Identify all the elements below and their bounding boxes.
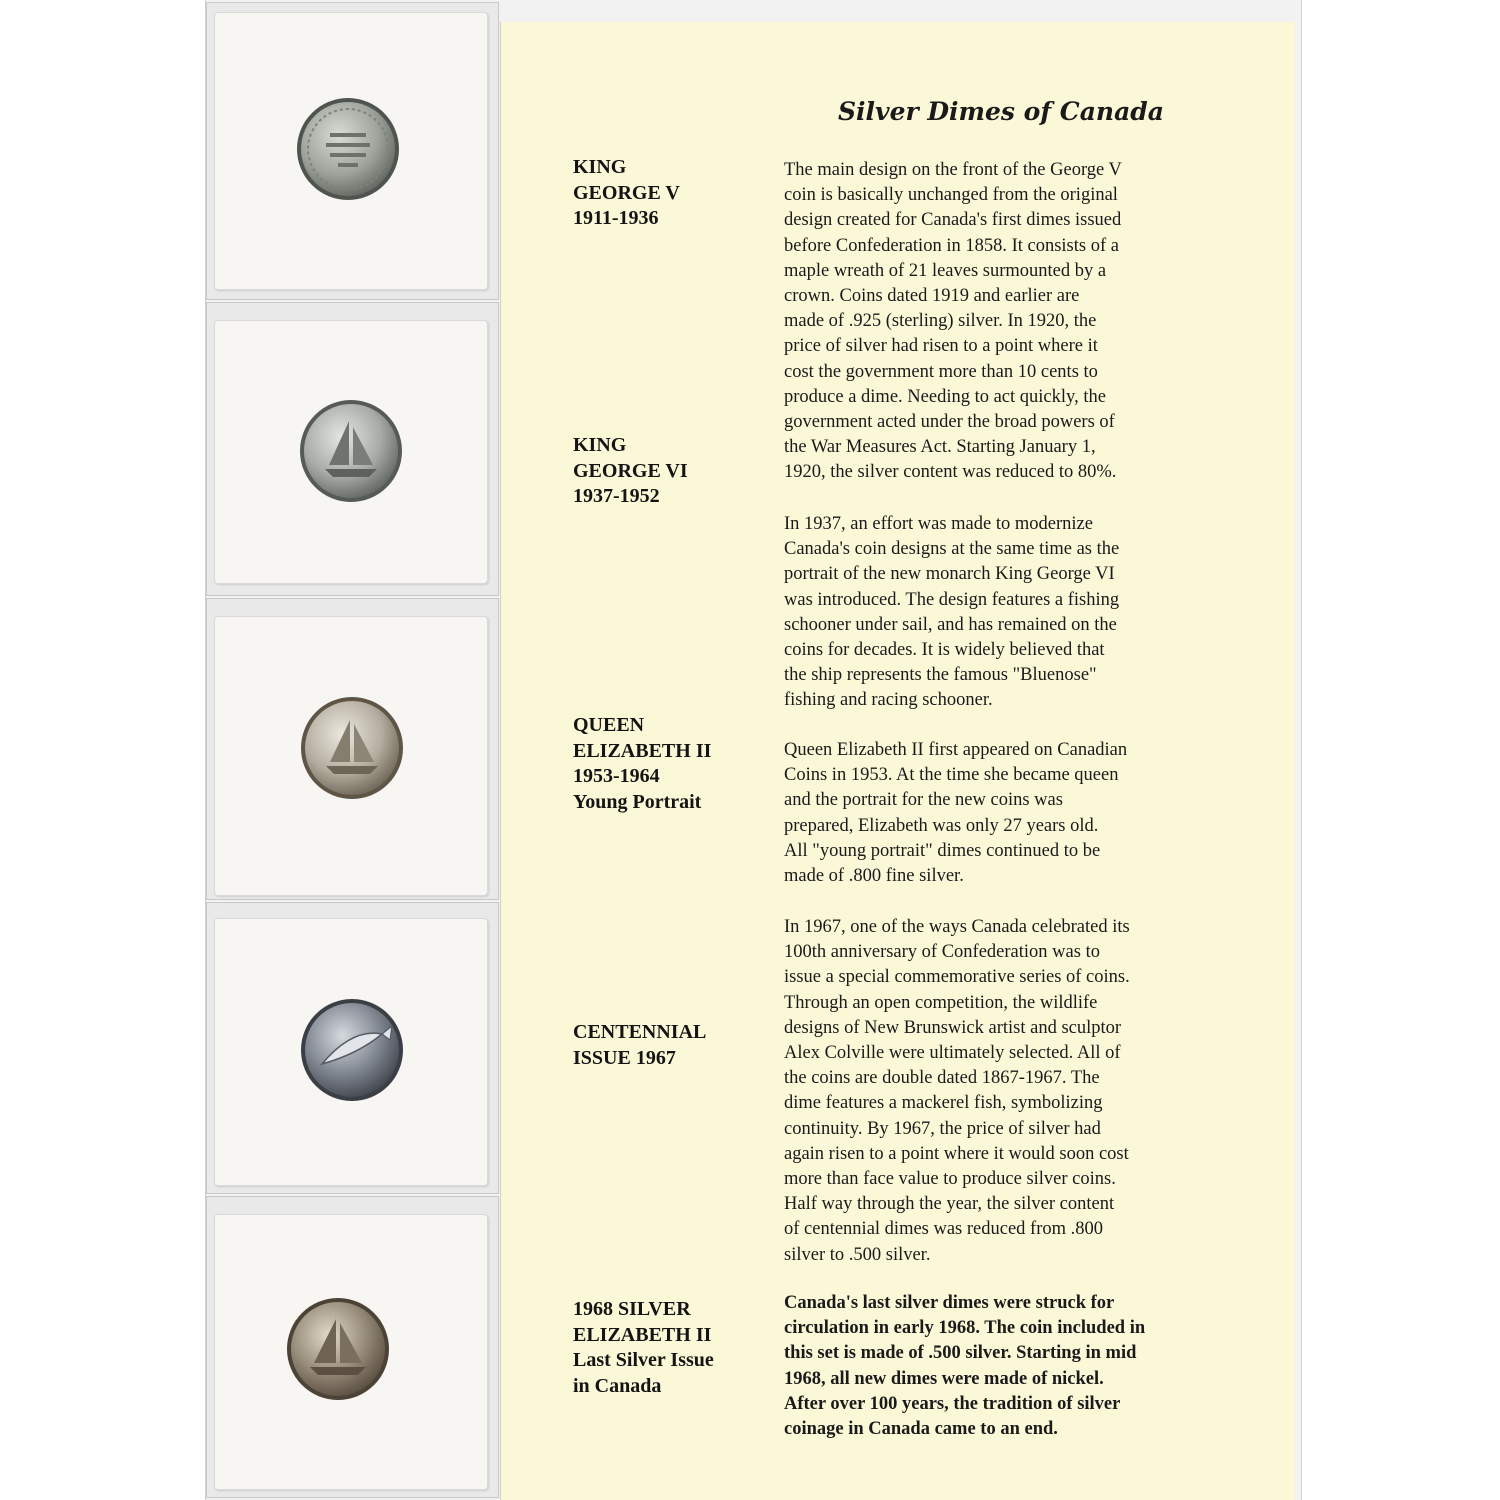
text-line: 1920, the silver content was reduced to 80%. [784, 462, 1117, 483]
text-line: this set is made of .500 silver. Starting in mid [784, 1343, 1137, 1364]
heading-line: ISSUE 1967 [573, 1046, 676, 1069]
page-title: Silver Dimes of Canada [838, 97, 1164, 126]
heading-line: GEORGE V [573, 181, 680, 204]
heading-line: in Canada [573, 1374, 662, 1397]
crowned-wreath-reverse-icon [296, 97, 400, 201]
section-heading-elizabeth-ii-young [573, 713, 763, 815]
heading-line: 1911-1936 [573, 207, 659, 229]
text-line: before Confederation in 1858. It consists of a [784, 235, 1119, 256]
text-line: In 1937, an effort was made to modernize [784, 514, 1093, 534]
text-line: The main design on the front of the George V [784, 160, 1122, 180]
text-line: cost the government more than 10 cents to [784, 361, 1098, 382]
text-line: the coins are double dated 1867-1967. The [784, 1068, 1100, 1089]
text-line: portrait of the new monarch King George VI [784, 564, 1115, 585]
section-text-elizabeth-ii-young [784, 738, 1224, 889]
text-line: design created for Canada's first dimes issued [784, 210, 1122, 231]
text-line: price of silver had risen to a point where it [784, 336, 1098, 357]
schooner-reverse-icon [286, 1297, 390, 1401]
text-line: Alex Colville were ultimately selected. All of [784, 1043, 1121, 1064]
section-text-george-vi [784, 512, 1224, 714]
text-line: circulation in early 1968. The coin included in [784, 1318, 1146, 1339]
section-heading-centennial [573, 1020, 763, 1071]
coin-1968-silver [286, 1297, 390, 1401]
heading-line: 1968 SILVER [573, 1298, 691, 1320]
text-line: Half way through the year, the silver content [784, 1194, 1115, 1215]
text-line: fishing and racing schooner. [784, 690, 993, 711]
heading-line: 1953-1964 [573, 765, 660, 787]
text-line: silver to .500 silver. [784, 1244, 931, 1265]
text-line: Canada's coin designs at the same time as the [784, 539, 1120, 560]
heading-line: QUEEN [573, 714, 645, 736]
section-heading-george-v [573, 155, 763, 232]
text-line: Queen Elizabeth II first appeared on Canadian [784, 740, 1128, 760]
text-line: Coins in 1953. At the time she became queen [784, 765, 1119, 786]
text-line: of centennial dimes was reduced from .800 [784, 1219, 1104, 1240]
text-line: designs of New Brunswick artist and sculptor [784, 1017, 1122, 1038]
heading-line: 1937-1952 [573, 485, 660, 507]
coin-george-vi [299, 399, 403, 503]
text-line: coins for decades. It is widely believed that [784, 640, 1105, 661]
schooner-reverse-icon [300, 696, 404, 800]
schooner-reverse-icon [299, 399, 403, 503]
heading-line: Last Silver Issue [573, 1349, 714, 1371]
coin-elizabeth-ii-young [300, 696, 404, 800]
text-line: Canada's last silver dimes were struck for [784, 1293, 1115, 1313]
heading-line: Young Portrait [573, 790, 702, 813]
mackerel-reverse-icon [300, 998, 404, 1102]
text-line: maple wreath of 21 leaves surmounted by a [784, 260, 1107, 281]
section-text-1968-silver [784, 1291, 1224, 1442]
text-line: issue a special commemorative series of coins. [784, 967, 1130, 988]
section-text-centennial [784, 915, 1224, 1268]
text-line: the ship represents the famous "Bluenose" [784, 665, 1097, 686]
text-line: crown. Coins dated 1919 and earlier are [784, 286, 1080, 307]
text-line: was introduced. The design features a fishing [784, 589, 1120, 610]
section-text-george-v [784, 158, 1224, 486]
text-line: coin is basically unchanged from the original [784, 185, 1118, 206]
text-line: 1968, all new dimes were made of nickel. [784, 1368, 1104, 1389]
heading-line: CENTENNIAL [573, 1021, 707, 1043]
heading-line: ELIZABETH II [573, 1323, 712, 1346]
section-heading-george-vi [573, 433, 763, 510]
text-line: again risen to a point where it would soon cost [784, 1143, 1129, 1164]
section-heading-1968-silver [573, 1297, 763, 1399]
text-line: All "young portrait" dimes continued to be [784, 840, 1101, 861]
text-line: made of .800 fine silver. [784, 866, 964, 887]
text-line: government acted under the broad powers of [784, 412, 1115, 433]
text-line: the War Measures Act. Starting January 1, [784, 437, 1096, 458]
text-line: coinage in Canada came to an end. [784, 1419, 1058, 1440]
text-line: After over 100 years, the tradition of silver [784, 1393, 1121, 1414]
heading-line: KING [573, 434, 627, 456]
text-line: schooner under sail, and has remained on the [784, 614, 1117, 635]
text-line: dime features a mackerel fish, symbolizing [784, 1093, 1103, 1114]
text-line: Through an open competition, the wildlife [784, 992, 1098, 1013]
coin-centennial-1967 [300, 998, 404, 1102]
text-line: produce a dime. Needing to act quickly, the [784, 386, 1106, 407]
text-line: In 1967, one of the ways Canada celebrated its [784, 917, 1130, 937]
text-line: 100th anniversary of Confederation was to [784, 942, 1100, 963]
coin-george-v [296, 97, 400, 201]
text-line: made of .925 (sterling) silver. In 1920, the [784, 311, 1097, 332]
heading-line: GEORGE VI [573, 459, 688, 482]
text-line: and the portrait for the new coins was [784, 790, 1063, 811]
text-line: more than face value to produce silver coins. [784, 1169, 1116, 1190]
heading-line: ELIZABETH II [573, 739, 712, 762]
heading-line: KING [573, 156, 627, 178]
text-line: prepared, Elizabeth was only 27 years old. [784, 815, 1099, 836]
text-line: continuity. By 1967, the price of silver had [784, 1118, 1101, 1139]
